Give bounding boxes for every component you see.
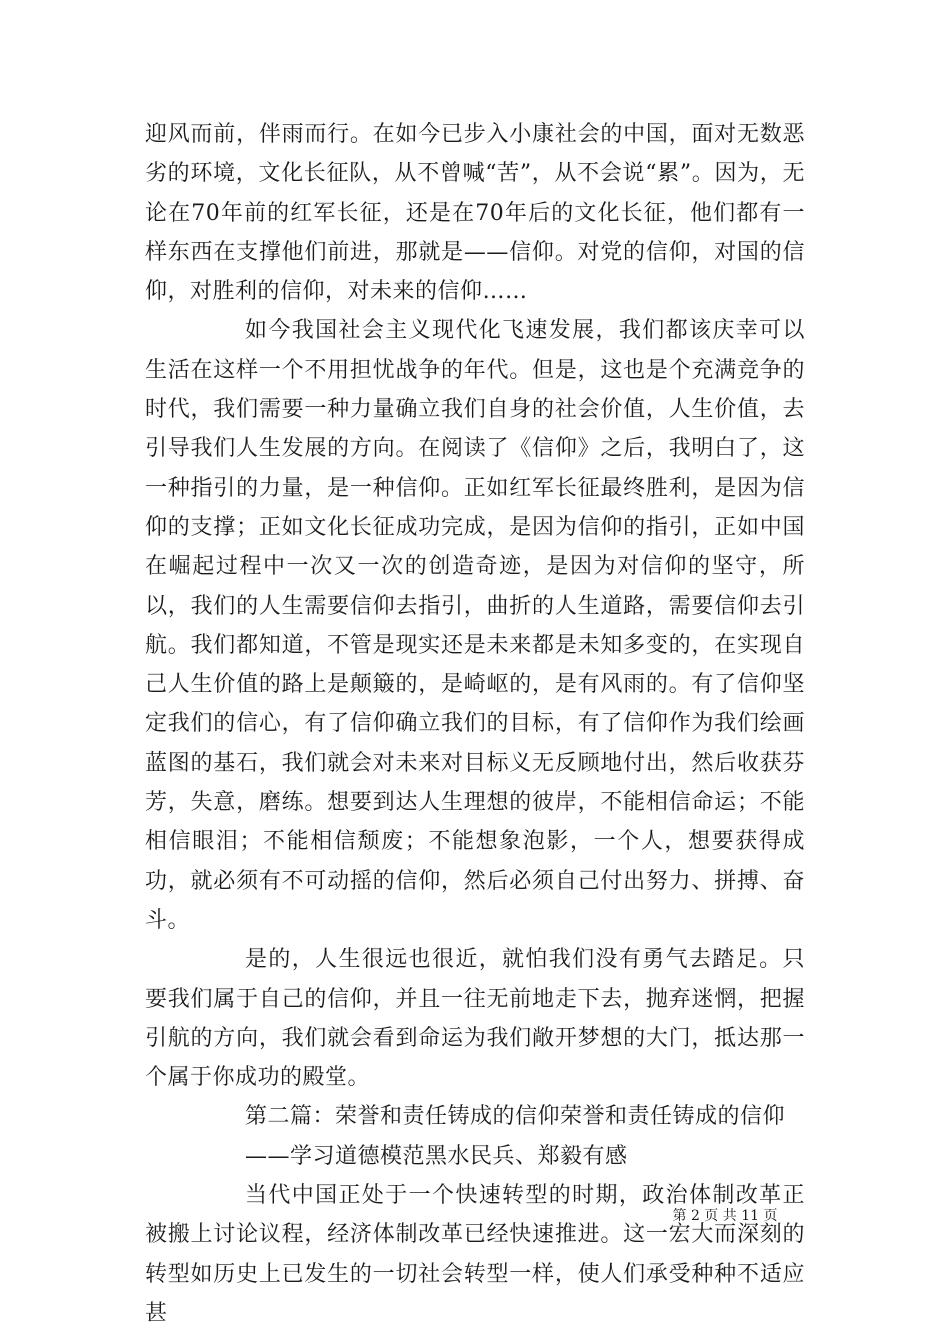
section-title: 第二篇：荣誉和责任铸成的信仰荣誉和责任铸成的信仰 xyxy=(245,1104,786,1130)
section-subtitle: ——学习道德模范黑水民兵、郑毅有感 xyxy=(245,1143,628,1169)
page-number: 第 2 页 共 11 页 xyxy=(672,1208,778,1224)
paragraph-3: 是的，人生很远也很近，就怕我们没有勇气去踏足。只要我们属于自己的信仰，并且一往无前地走下去，抛弃迷惘，把握引航的方向，我们就会看到命运为我们敞开梦想的大门，抵达那一个属于你成功的殿堂。 xyxy=(145,947,805,1091)
document-body xyxy=(145,115,805,1333)
page-footer xyxy=(0,1205,950,1225)
paragraph-1: 迎风而前，伴雨而行。在如今已步入小康社会的中国，面对无数恶劣的环境，文化长征队，从不曾喊“苦”，从不会说“累”。因为，无论在70年前的红军长征，还是在70年后的文化长征，他们都有一样东西在支撑他们前进，那就是——信仰。对党的信仰，对国的信仰，对胜利的信仰，对未来的信仰…… xyxy=(145,122,805,305)
paragraph-2: 如今我国社会主义现代化飞速发展，我们都该庆幸可以生活在这样一个不用担忧战争的年代。但是，这也是个充满竞争的时代，我们需要一种力量确立我们自身的社会价值，人生价值，去引导我们人生发展的方向。在阅读了《信仰》之后，我明白了，这一种指引的力量，是一种信仰。正如红军长征最终胜利，是因为信仰的支撑；正如文化长征成功完成，是因为信仰的指引，正如中国在崛起过程中一次又一次的创造奇迹，是因为对信仰的坚守，所以，我们的人生需要信仰去指引，曲折的人生道路，需要信仰去引航。我们都知道，不管是现实还是未来都是未知多变的，在实现自己人生价值的路上是颠簸的，是崎岖的，是有风雨的。有了信仰坚定我们的信心，有了信仰确立我们的目标，有了信仰作为我们绘画蓝图的基石，我们就会对未来对目标义无反顾地付出，然后收获芬芳，失意，磨练。想要到达人生理想的彼岸，不能相信命运；不能相信眼泪；不能相信颓废；不能想象泡影，一个人，想要获得成功，就必须有不可动摇的信仰，然后必须自己付出努力、拼搏、奋斗。 xyxy=(145,318,805,933)
paragraph-4: 当代中国正处于一个快速转型的时期，政治体制改革正被搬上讨论议程，经济体制改革已经快速推进。这一宏大而深刻的转型如历史上已发生的一切社会转型一样，使人们承受种种不适应甚 xyxy=(145,1183,805,1326)
